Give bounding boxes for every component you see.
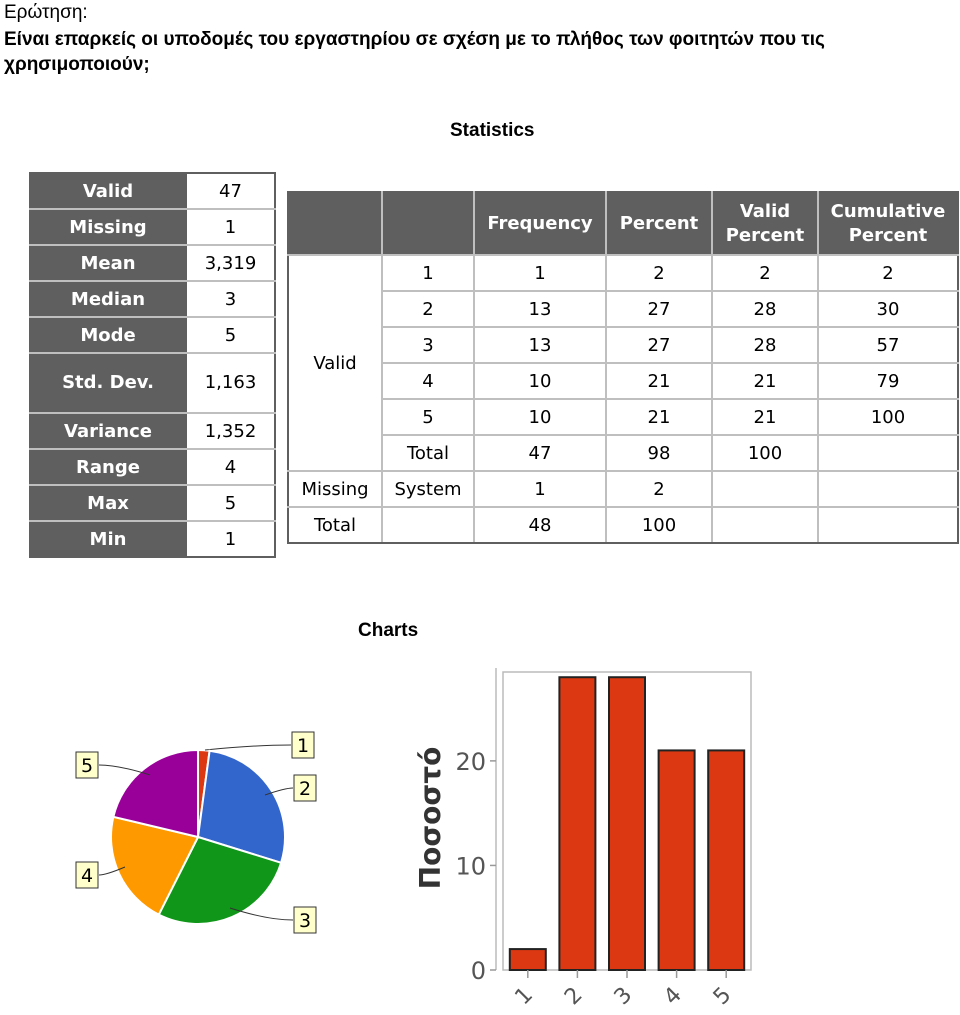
statistic-label: Max — [30, 485, 186, 521]
pie-label: 3 — [298, 910, 312, 932]
bar — [609, 677, 645, 970]
y-axis-label: Ποσοστό — [414, 746, 447, 890]
frequency-cell: 100 — [712, 435, 818, 471]
frequency-cell: 27 — [606, 291, 712, 327]
frequency-row — [288, 363, 958, 399]
frequency-cell — [382, 507, 474, 543]
statistic-label: Range — [30, 449, 186, 485]
statistics-row — [30, 317, 275, 353]
bar — [659, 750, 695, 970]
frequency-cell: 1 — [474, 471, 606, 507]
frequency-cell: Total — [288, 507, 382, 543]
bar — [510, 949, 546, 970]
statistics-row — [30, 173, 275, 209]
frequency-cell: 2 — [712, 255, 818, 291]
frequency-cell — [818, 435, 958, 471]
statistics-row — [30, 245, 275, 281]
statistics-row — [30, 209, 275, 245]
statistics-row — [30, 413, 275, 449]
header-cell — [382, 192, 474, 255]
statistic-label: Variance — [30, 413, 186, 449]
pie-chart — [0, 680, 340, 1010]
y-tick-label: 20 — [455, 747, 486, 776]
statistic-label: Valid — [30, 173, 186, 209]
frequency-cell — [818, 507, 958, 543]
frequency-cell: 1 — [474, 255, 606, 291]
statistic-value: 1,352 — [186, 413, 275, 449]
frequency-cell: 21 — [606, 363, 712, 399]
frequency-cell: 48 — [474, 507, 606, 543]
frequency-cell: 28 — [712, 291, 818, 327]
frequency-row — [288, 435, 958, 471]
bar — [559, 677, 595, 970]
frequency-cell: 3 — [382, 327, 474, 363]
missing-row — [288, 471, 958, 507]
frequency-cell: 2 — [818, 255, 958, 291]
pie-label: 4 — [80, 865, 94, 887]
header-cell — [288, 192, 382, 255]
frequency-cell: Total — [382, 435, 474, 471]
pie-label: 1 — [296, 735, 310, 757]
frequency-cell: 2 — [382, 291, 474, 327]
frequency-cell: 98 — [606, 435, 712, 471]
frequency-cell — [818, 471, 958, 507]
header-cumulative-percent: Cumulative Percent — [818, 192, 958, 255]
y-tick-label: 0 — [470, 957, 486, 985]
bar — [708, 750, 744, 970]
header-valid-percent: Valid Percent — [712, 192, 818, 255]
question-text: Είναι επαρκείς οι υποδομές του εργαστηρίου σε σχέση με το πλήθος των φοιτητών που τις χρησιμοποιούν; — [4, 29, 825, 75]
frequency-row — [288, 327, 958, 363]
frequency-cell — [712, 471, 818, 507]
header-percent: Percent — [606, 192, 712, 255]
statistics-row — [30, 521, 275, 557]
frequency-cell: 13 — [474, 291, 606, 327]
frequency-row — [288, 255, 958, 291]
statistic-value: 5 — [186, 317, 275, 353]
frequency-cell: 30 — [818, 291, 958, 327]
frequency-row — [288, 399, 958, 435]
frequency-cell: 1 — [382, 255, 474, 291]
pie-leader-line — [205, 745, 291, 750]
statistic-label: Min — [30, 521, 186, 557]
x-tick-label: 3 — [609, 982, 638, 1011]
frequency-row — [288, 291, 958, 327]
frequency-cell: 10 — [474, 363, 606, 399]
x-tick-label: 4 — [659, 982, 687, 1011]
frequency-cell: 57 — [818, 327, 958, 363]
pie-label: 5 — [80, 755, 94, 777]
frequency-cell: 21 — [712, 399, 818, 435]
statistic-label: Std. Dev. — [30, 353, 186, 413]
pie-label: 2 — [298, 778, 312, 800]
bar-chart — [400, 668, 820, 1013]
statistic-label: Mode — [30, 317, 186, 353]
statistic-label: Median — [30, 281, 186, 317]
statistics-row — [30, 281, 275, 317]
valid-group-label: Valid — [288, 255, 382, 471]
statistic-value: 47 — [186, 173, 275, 209]
statistics-row — [30, 449, 275, 485]
y-tick-label: 10 — [455, 852, 486, 881]
frequency-header-row — [288, 192, 958, 255]
header-frequency: Frequency — [474, 192, 606, 255]
frequency-cell: 10 — [474, 399, 606, 435]
statistics-title: Statistics — [450, 120, 535, 141]
charts-title: Charts — [358, 620, 419, 641]
frequency-cell: 100 — [818, 399, 958, 435]
statistic-value: 5 — [186, 485, 275, 521]
frequency-cell: 28 — [712, 327, 818, 363]
statistic-value: 1 — [186, 521, 275, 557]
statistics-row — [30, 485, 275, 521]
statistic-value: 3 — [186, 281, 275, 317]
frequency-cell: 79 — [818, 363, 958, 399]
frequency-cell: System — [382, 471, 474, 507]
x-tick-label: 1 — [510, 982, 539, 1011]
x-tick-label: 2 — [560, 982, 588, 1011]
statistics-row — [30, 353, 275, 413]
frequency-cell: 100 — [606, 507, 712, 543]
statistic-value: 1 — [186, 209, 275, 245]
frequency-cell: 21 — [712, 363, 818, 399]
statistic-value: 3,319 — [186, 245, 275, 281]
frequency-cell: 5 — [382, 399, 474, 435]
frequency-cell — [712, 507, 818, 543]
frequency-cell: 13 — [474, 327, 606, 363]
statistic-label: Missing — [30, 209, 186, 245]
statistics-table — [29, 172, 276, 558]
frequency-cell: 21 — [606, 399, 712, 435]
frequency-cell: 2 — [606, 471, 712, 507]
total-row — [288, 507, 958, 543]
frequency-cell: 27 — [606, 327, 712, 363]
frequency-table — [287, 191, 959, 544]
statistic-label: Mean — [30, 245, 186, 281]
frequency-cell: 4 — [382, 363, 474, 399]
frequency-cell: 2 — [606, 255, 712, 291]
frequency-cell: Missing — [288, 471, 382, 507]
statistic-value: 1,163 — [186, 353, 275, 413]
x-tick-label: 5 — [708, 982, 737, 1011]
statistic-value: 4 — [186, 449, 275, 485]
question-label: Ερώτηση: — [4, 2, 88, 23]
frequency-cell: 47 — [474, 435, 606, 471]
